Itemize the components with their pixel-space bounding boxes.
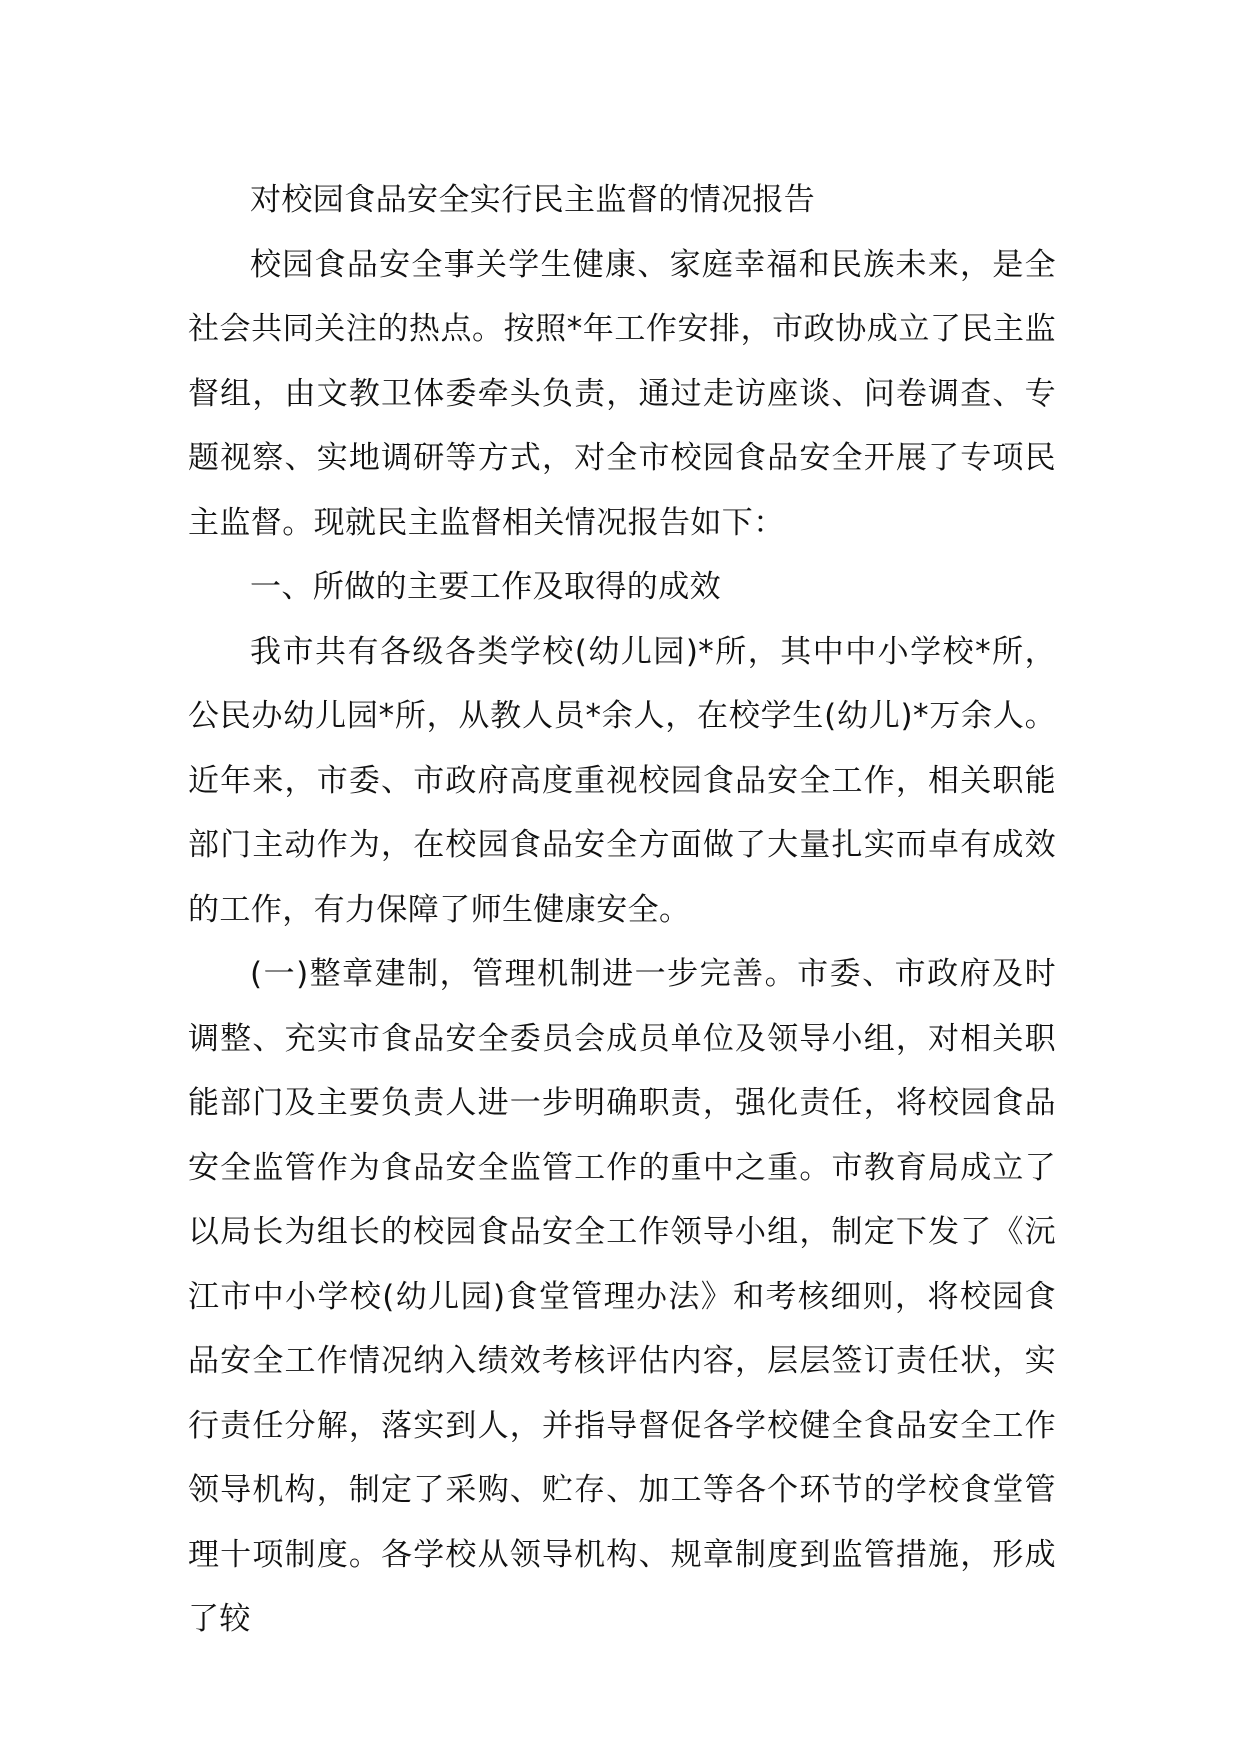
section-heading-1: 一、所做的主要工作及取得的成效 [250, 569, 721, 605]
document-body [188, 168, 1056, 1652]
document-title: 对校园食品安全实行民主监督的情况报告 [250, 182, 816, 218]
paragraph-subsection-1: (一)整章建制，管理机制进一步完善。市委、市政府及时调整、充实市食品安全委员会成员单位及领导小组，对相关职能部门及主要负责人进一步明确职责，强化责任，将校园食品安全监管作为食品安全监管工作的重中之重。市教育局成立了以局长为组长的校园食品安全工作领导小组，制定下发了《沅江市中小学校(幼儿园)食堂管理办法》和考核细则，将校园食品安全工作情况纳入绩效考核评估内容，层层签订责任状，实行责任分解，落实到人，并指导督促各学校健全食品安全工作领导机构，制定了采购、贮存、加工等各个环节的学校食堂管理十项制度。各学校从领导机构、规章制度到监管措施，形成了较 [188, 956, 1056, 1637]
paragraph-intro: 校园食品安全事关学生健康、家庭幸福和民族未来，是全社会共同关注的热点。按照*年工作安排，市政协成立了民主监督组，由文教卫体委牵头负责，通过走访座谈、问卷调查、专题视察、实地调研等方式，对全市校园食品安全开展了专项民主监督。现就民主监督相关情况报告如下： [188, 246, 1056, 541]
paragraph-overview: 我市共有各级各类学校(幼儿园)*所，其中中小学校*所，公民办幼儿园*所，从教人员*余人，在校学生(幼儿)*万余人。近年来，市委、市政府高度重视校园食品安全工作，相关职能部门主动作为，在校园食品安全方面做了大量扎实而卓有成效的工作，有力保障了师生健康安全。 [188, 633, 1056, 928]
